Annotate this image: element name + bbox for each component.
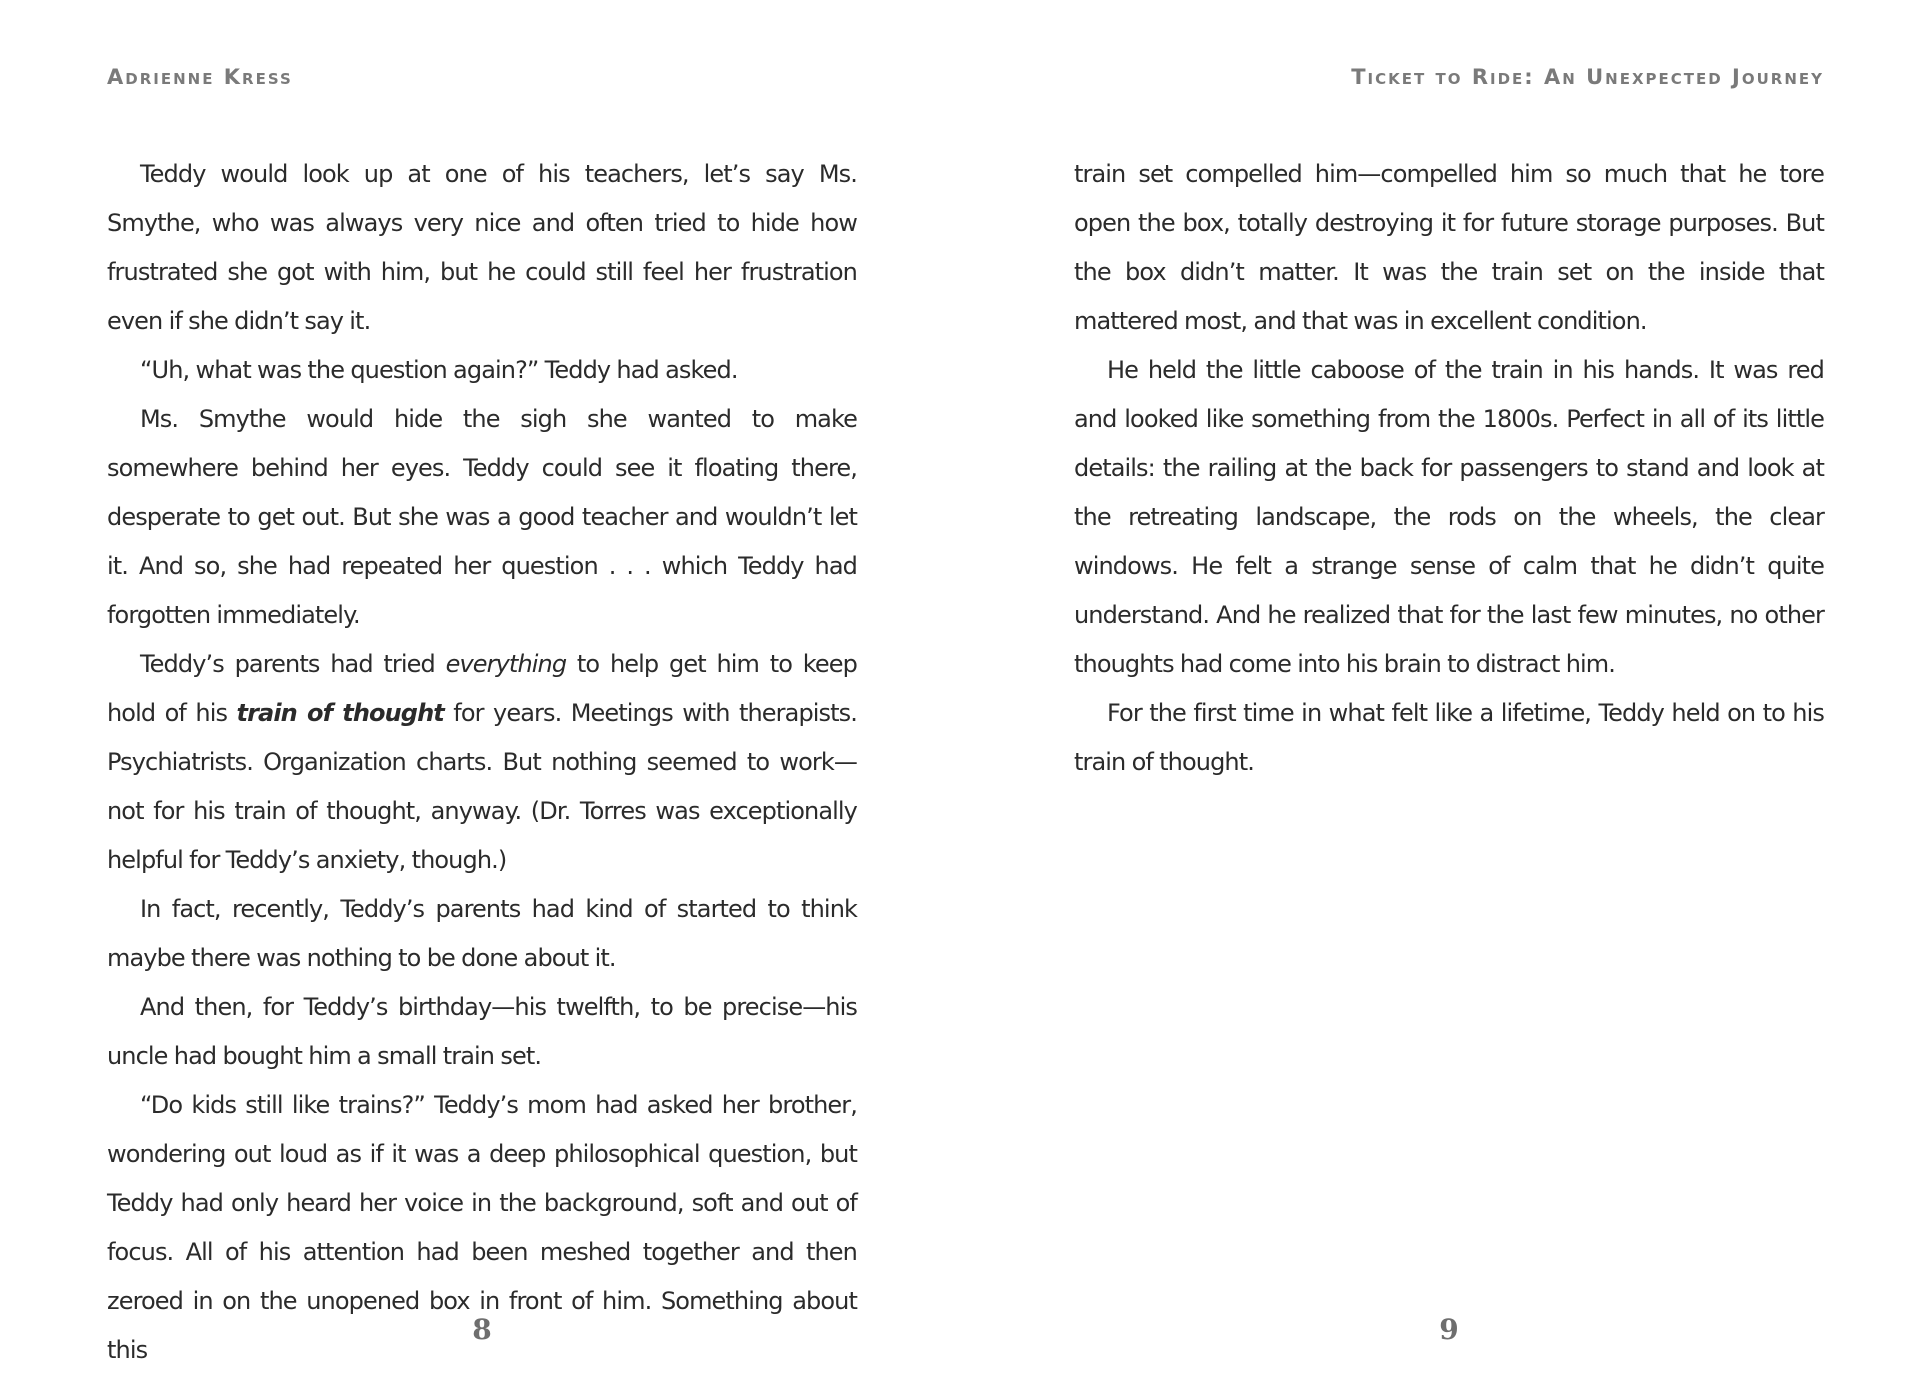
paragraph: Teddy would look up at one of his teachers, let’s say Ms. Smythe, who was always very nice and often tried to hide how frustrated she got with him, but he could still feel her frustration even if she didn’t say it. xyxy=(107,160,857,335)
running-head-title: Ticket to Ride: An Unexpected Journey xyxy=(1351,65,1824,89)
text-run: for years. Meetings with therapists. Psychiatrists. Organization charts. But nothing seemed to work—not for his train of thought, anyway. (Dr. Torres was exceptionally helpful for Teddy’s anxiety, though.) xyxy=(107,699,857,874)
paragraph: In fact, recently, Teddy’s parents had kind of started to think maybe there was nothing to be done about it. xyxy=(107,895,857,972)
page-number: 8 xyxy=(472,1313,492,1346)
page-number: 9 xyxy=(1439,1313,1459,1346)
text-run: Teddy’s parents had tried xyxy=(140,650,446,678)
paragraph: “Do kids still like trains?” Teddy’s mom had asked her brother, wondering out loud as if it was a deep philosophical question, but Teddy had only heard her voice in the background, soft and out of focus. All of his attention had been meshed together and then zeroed in on the unopened box in front of him. Something about this xyxy=(107,1091,857,1364)
text-run: to help get him to keep hold of his xyxy=(107,650,858,727)
right-page-body xyxy=(1074,150,1824,787)
italic-emphasis: everything xyxy=(445,650,567,678)
bold-italic-emphasis: train of thought xyxy=(236,699,444,727)
paragraph: And then, for Teddy’s birthday—his twelfth, to be precise—his uncle had bought him a small train set. xyxy=(107,993,857,1070)
paragraph: For the first time in what felt like a lifetime, Teddy held on to his train of thought. xyxy=(1074,699,1824,776)
paragraph: “Uh, what was the question again?” Teddy had asked. xyxy=(140,356,738,384)
running-head-author: Adrienne Kress xyxy=(107,65,293,89)
left-page xyxy=(107,0,857,1395)
left-page-body xyxy=(107,150,857,1375)
paragraph: Ms. Smythe would hide the sigh she wanted to make somewhere behind her eyes. Teddy could see it floating there, desperate to get out. But she was a good teacher and wouldn’t let it. And so, she had repeated her question . . . which Teddy had forgotten immediately. xyxy=(107,405,857,629)
paragraph-continued: train set compelled him—compelled him so much that he tore open the box, totally destroying it for future storage purposes. But the box didn’t matter. It was the train set on the inside that mattered most, and that was in excellent condition. xyxy=(1074,160,1824,335)
paragraph xyxy=(107,640,857,885)
right-page xyxy=(1074,0,1824,1395)
paragraph: He held the little caboose of the train in his hands. It was red and looked like something from the 1800s. Perfect in all of its little details: the railing at the back for passengers to stand and look at the retreating landscape, the rods on the wheels, the clear windows. He felt a strange sense of calm that he didn’t quite understand. And he realized that for the last few minutes, no other thoughts had come into his brain to distract him. xyxy=(1074,356,1824,678)
